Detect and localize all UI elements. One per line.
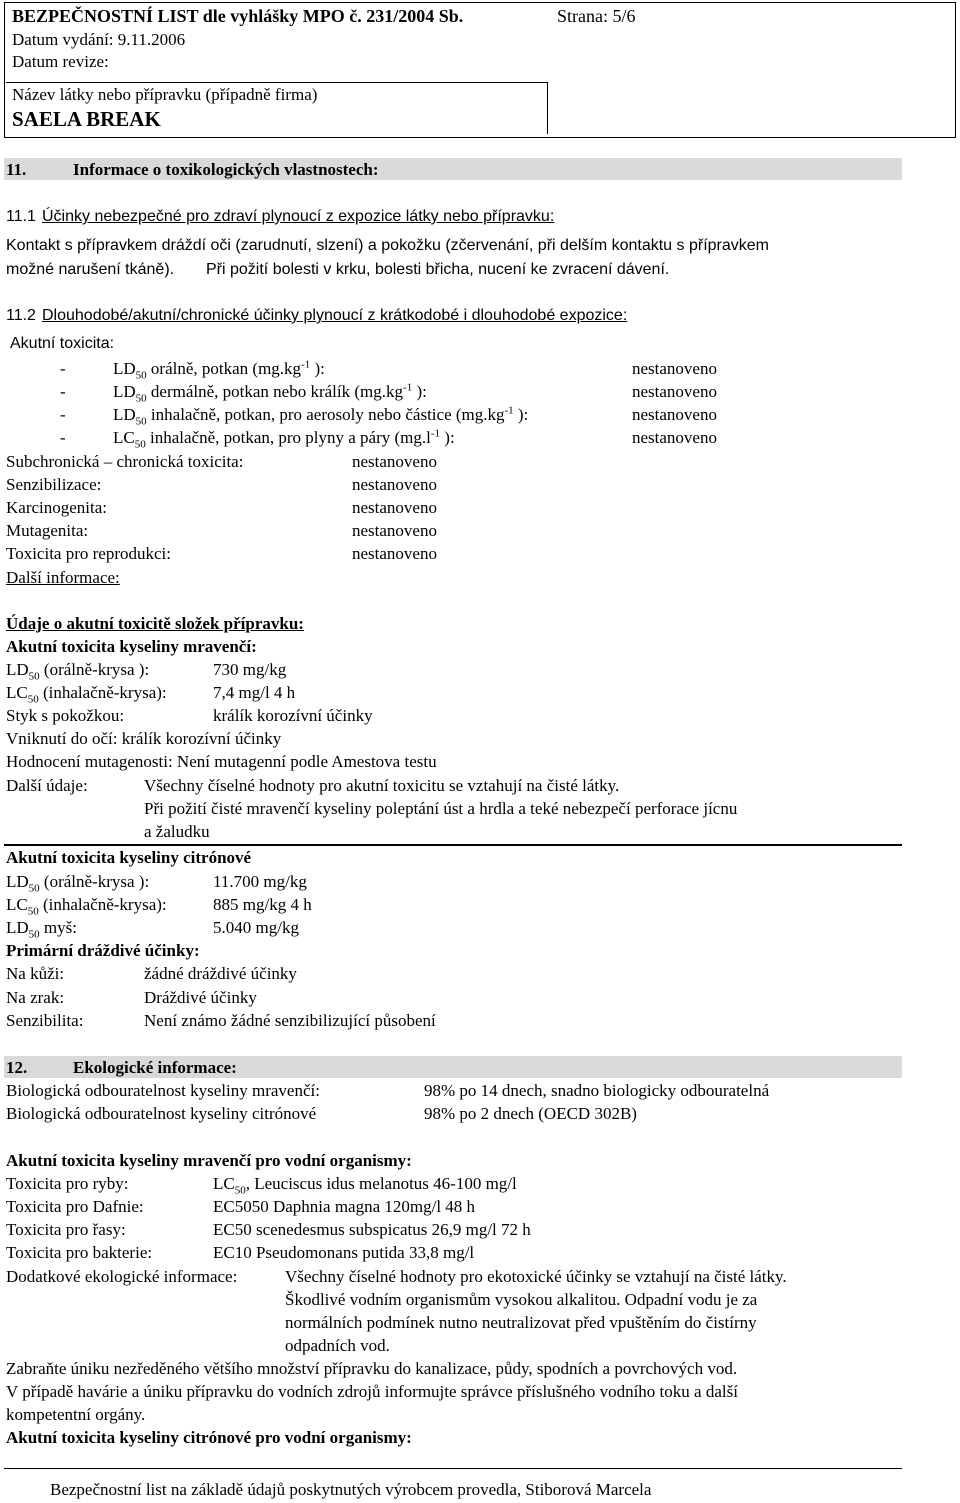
on-skin-label: Na kůži: [6, 964, 65, 983]
other-data-line-3: a žaludku [144, 822, 210, 841]
tox-row-dash: - [60, 359, 66, 378]
bacteria-label: Toxicita pro bakterie: [6, 1243, 153, 1262]
subsection-11-2-title: Dlouhodobé/akutní/chronické účinky plynoucí z krátkodobé i dlouhodobé expozice: [42, 307, 628, 324]
on-eyes-value: Dráždivé účinky [144, 988, 257, 1007]
effects-text-line-1: Kontakt s přípravkem dráždí oči (zarudnutí, slzení) a pokožku (zčervenání, při delším kontaktu s přípravkem [6, 237, 769, 254]
more-info-label: Další informace: [6, 568, 120, 587]
footer-divider [4, 1468, 902, 1469]
biodeg-citric-value: 98% po 2 dnech (OECD 302B) [424, 1104, 637, 1123]
mutagenicity-line: Hodnocení mutagenosti: Není mutagenní podle Amestova testu [6, 752, 437, 771]
daphnia-value: EC5050 Daphnia magna 120mg/l 48 h [213, 1197, 476, 1216]
on-skin-value: žádné dráždivé účinky [144, 964, 297, 983]
formic-ld-value: 730 mg/kg [213, 660, 287, 679]
biodeg-formic-label: Biologická odbouratelnost kyseliny mravenčí: [6, 1081, 320, 1100]
footer-text: Bezpečnostní list na základě údajů poskytnutých výrobcem provedla, Stiborová Marcela [50, 1480, 652, 1499]
skin-contact-label: Styk s pokožkou: [6, 706, 125, 725]
tox-row-inhal-aerosol: $LD_{50}$ inhalačně, potkan, pro aerosoly nebo částice ($mg.kg^{-1}$ ): [113, 404, 529, 428]
warning-line-1: Zabraňte úniku nezředěného většího množství přípravku do kanalizace, půdy, spodních a povrchových vod. [6, 1359, 738, 1378]
prop-label: Subchronická – chronická toxicita: [6, 452, 244, 471]
prop-label: Karcinogenita: [6, 498, 108, 517]
citric-acid-title: Akutní toxicita kyseliny citrónové [6, 848, 252, 867]
eco-info-line-4: odpadních vod. [285, 1336, 390, 1355]
eco-info-line-3: normálních podmínek nutno neutralizovat před vpuštěním do čistírny [285, 1313, 757, 1332]
tox-row-inhal-gas: $LC_{50}$ inhalačně, potkan, pro plyny a páry ($mg.l^{-1}$ ): [113, 427, 455, 451]
tox-row-dermal: $LD_{50}$ dermálně, potkan nebo králík ($mg.kg^{-1}$ ): [113, 381, 427, 405]
divider [4, 844, 902, 846]
formic-lc-label: $LC_{50}$ (inhalačně-krysa): [6, 683, 167, 706]
header-divider [6, 82, 548, 83]
algae-label: Toxicita pro řasy: [6, 1220, 126, 1239]
citric-mouse-label: $LD_{50}$ myš: [6, 918, 77, 941]
prop-label: Senzibilizace: [6, 475, 102, 494]
subsection-11-1-number: 11.1 [6, 208, 36, 225]
fish-value: $LC_{50}$, Leuciscus idus melanotus 46-100 mg/l [213, 1174, 517, 1197]
section-11-number: 11. [6, 160, 27, 179]
tox-row-dash: - [60, 382, 66, 401]
tox-row-inhal-gas-value: nestanoveno [632, 428, 717, 447]
biodeg-citric-label: Biologická odbouratelnost kyseliny citrónové [6, 1104, 317, 1123]
fish-label: Toxicita pro ryby: [6, 1174, 129, 1193]
tox-row-dash: - [60, 428, 66, 447]
tox-row-dermal-value: nestanoveno [632, 382, 717, 401]
prop-label: Toxicita pro reprodukci: [6, 544, 171, 563]
eco-info-label: Dodatkové ekologické informace: [6, 1267, 238, 1286]
prop-value: nestanoveno [352, 452, 437, 471]
effects-text-line-2b: Při požití bolesti v krku, bolesti břicha, nucení ke zvracení dávení. [206, 261, 670, 278]
eco-info-line-1: Všechny číselné hodnoty pro ekotoxické účinky se vztahují na čisté látky. [285, 1267, 787, 1286]
other-data-label: Další údaje: [6, 776, 88, 795]
section-12-heading: Ekologické informace: [73, 1058, 237, 1077]
tox-row-dash: - [60, 405, 66, 424]
subsection-11-2-number: 11.2 [6, 307, 36, 324]
tox-row-inhal-aerosol-value: nestanoveno [632, 405, 717, 424]
algae-value: EC50 scenedesmus subspicatus 26,9 mg/l 72 h [213, 1220, 531, 1239]
prop-value: nestanoveno [352, 544, 437, 563]
prop-value: nestanoveno [352, 521, 437, 540]
tox-row-oral: $LD_{50}$ orálně, potkan ($mg.kg^{-1}$ ): [113, 358, 325, 382]
section-12-number: 12. [6, 1058, 28, 1077]
bacteria-value: EC10 Pseudomonans putida 33,8 mg/l [213, 1243, 475, 1262]
product-name: SAELA BREAK [12, 107, 161, 131]
revision-date: Datum revize: [12, 52, 109, 71]
acute-toxicity-label: Akutní toxicita: [10, 335, 115, 352]
page-number: Strana: 5/6 [557, 6, 636, 26]
sensitivity-label: Senzibilita: [6, 1011, 84, 1030]
other-data-line-1: Všechny číselné hodnoty pro akutní toxicitu se vztahují na čisté látky. [144, 776, 620, 795]
warning-line-2: V případě havárie a úniku přípravku do vodních zdrojů informujte správce příslušného vodního toku a další [6, 1382, 738, 1401]
eye-contact-line: Vniknutí do očí: králík korozívní účinky [6, 729, 282, 748]
daphnia-label: Toxicita pro Dafnie: [6, 1197, 144, 1216]
prop-value: nestanoveno [352, 498, 437, 517]
product-name-label: Název látky nebo přípravku (případně firma) [12, 85, 318, 104]
citric-ld-value: 11.700 mg/kg [213, 872, 307, 891]
formic-ld-label: $LD_{50}$ (orálně-krysa ): [6, 660, 150, 683]
other-data-line-2: Při požití čisté mravenčí kyseliny poleptání úst a hrdla a teké nebezpečí perforace jícnu [144, 799, 738, 818]
document-title: BEZPEČNOSTNÍ LIST dle vyhlášky MPO č. 231/2004 Sb. [12, 6, 464, 26]
header-vertical-divider [547, 82, 548, 134]
citric-ld-label: $LD_{50}$ (orálně-krysa ): [6, 872, 150, 895]
on-eyes-label: Na zrak: [6, 988, 65, 1007]
subsection-11-1-title: Účinky nebezpečné pro zdraví plynoucí z expozice látky nebo přípravku: [42, 208, 555, 225]
effects-text-line-2a: možné narušení tkáně). [6, 261, 175, 278]
sensitivity-value: Není známo žádné senzibilizující působení [144, 1011, 436, 1030]
citric-lc-value: 885 mg/kg 4 h [213, 895, 312, 914]
prop-value: nestanoveno [352, 475, 437, 494]
prop-label: Mutagenita: [6, 521, 89, 540]
skin-contact-value: králík korozívní účinky [213, 706, 373, 725]
primary-irritant-title: Primární dráždivé účinky: [6, 941, 200, 960]
section-11-heading: Informace o toxikologických vlastnostech: [73, 160, 379, 179]
issue-date: Datum vydání: 9.11.2006 [12, 30, 186, 49]
tox-row-oral-value: nestanoveno [632, 359, 717, 378]
formic-acid-title: Akutní toxicita kyseliny mravenčí: [6, 637, 257, 656]
aquatic-formic-title: Akutní toxicita kyseliny mravenčí pro vodní organismy: [6, 1151, 412, 1170]
eco-info-line-2: Škodlivé vodním organismům vysokou alkalitou. Odpadní vodu je za [285, 1290, 758, 1309]
citric-mouse-value: 5.040 mg/kg [213, 918, 299, 937]
biodeg-formic-value: 98% po 14 dnech, snadno biologicky odbouratelná [424, 1081, 770, 1100]
citric-lc-label: $LC_{50}$ (inhalačně-krysa): [6, 895, 167, 918]
aquatic-citric-title: Akutní toxicita kyseliny citrónové pro vodní organismy: [6, 1428, 412, 1447]
formic-lc-value: 7,4 mg/l 4 h [213, 683, 296, 702]
warning-line-3: kompetentní orgány. [6, 1405, 146, 1424]
components-title: Údaje o akutní toxicitě složek přípravku: [6, 614, 304, 633]
